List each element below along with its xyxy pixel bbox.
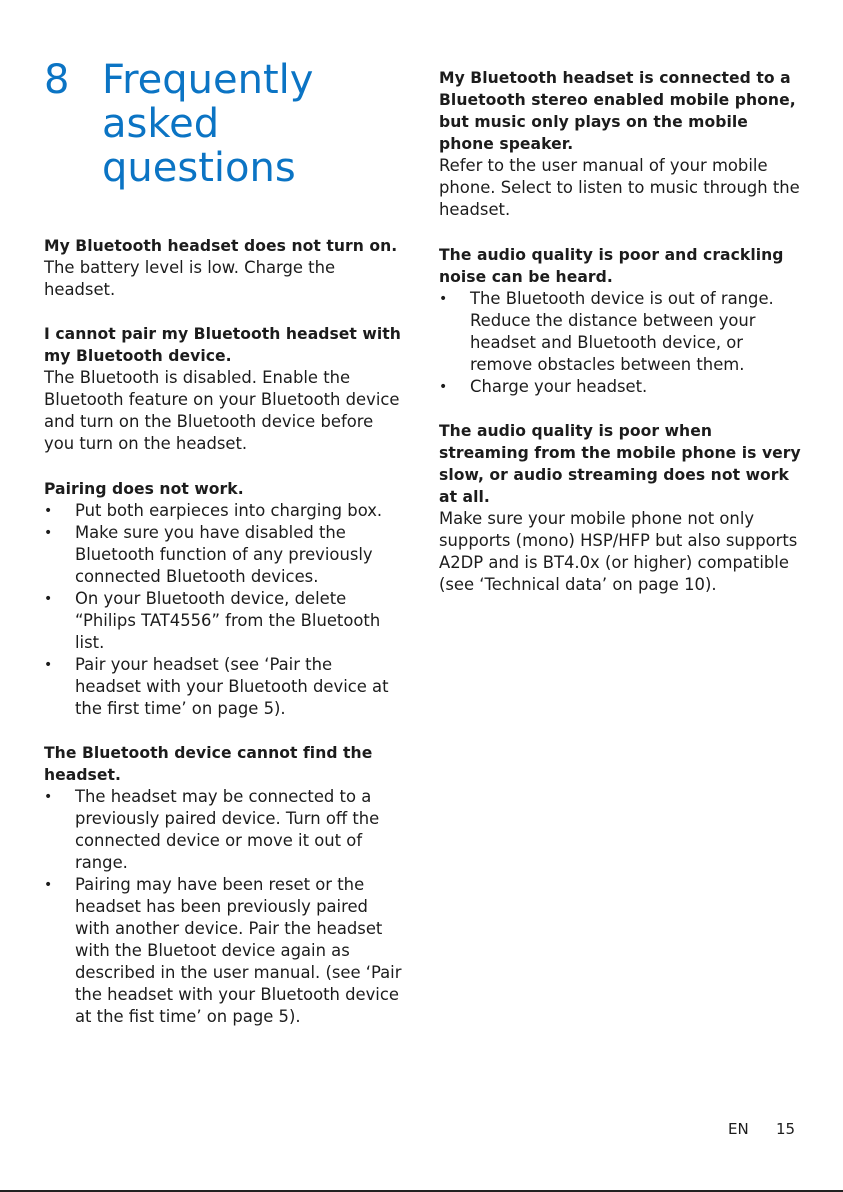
faq-bullet	[44, 786, 402, 874]
faq-bullet-list	[439, 288, 801, 398]
faq-bullet	[44, 588, 402, 654]
faq-bullet	[44, 874, 402, 1028]
faq-question: The audio quality is poor when streaming from the mobile phone is very slow, or audio streaming does not work at all.	[439, 422, 801, 506]
faq-bullet-text: On your Bluetooth device, delete “Philips TAT4556” from the Bluetooth list.	[75, 589, 381, 652]
faq-bullet-text: Make sure you have disabled the Bluetooth function of any previously connected Bluetooth devices.	[75, 523, 373, 586]
faq-bullet-text: The headset may be connected to a previously paired device. Turn off the connected device or move it out of range.	[75, 787, 380, 872]
faq-bullet	[44, 522, 402, 588]
bullet-glyph: •	[439, 379, 448, 395]
bullet-glyph: •	[44, 525, 53, 541]
faq-bullet	[44, 654, 402, 720]
faq-bullet-list	[44, 786, 402, 1028]
bullet-glyph: •	[44, 877, 53, 893]
faq-item	[439, 244, 801, 398]
chapter-title: Frequently asked questions	[102, 57, 314, 191]
faq-bullet-list	[44, 500, 402, 720]
faq-answer: The battery level is low. Charge the headset.	[44, 258, 336, 299]
faq-answer: The Bluetooth is disabled. Enable the Bluetooth feature on your Bluetooth device and turn on the Bluetooth device before you turn on the headset.	[44, 368, 400, 453]
faq-question: Pairing does not work.	[44, 480, 244, 498]
faq-item	[44, 235, 402, 301]
faq-answer: Make sure your mobile phone not only supports (mono) HSP/HFP but also supports A2DP and is BT4.0x (or higher) compatible (see ‘Technical data’ on page 10).	[439, 509, 798, 594]
faq-question: My Bluetooth headset does not turn on.	[44, 237, 398, 255]
bullet-glyph: •	[439, 291, 448, 307]
faq-question: The audio quality is poor and crackling noise can be heard.	[439, 246, 784, 286]
faq-bullet	[44, 500, 402, 522]
bullet-glyph: •	[44, 657, 53, 673]
faq-question: The Bluetooth device cannot find the headset.	[44, 744, 373, 784]
faq-bullet-text: Pair your headset (see ‘Pair the headset with your Bluetooth device at the first time’ on page 5).	[75, 655, 389, 718]
faq-question: My Bluetooth headset is connected to a Bluetooth stereo enabled mobile phone, but music only plays on the mobile phone speaker.	[439, 69, 796, 153]
bullet-glyph: •	[44, 789, 53, 805]
bullet-glyph: •	[44, 591, 53, 607]
page-number: 15	[776, 1120, 796, 1138]
faq-item	[44, 478, 402, 720]
faq-answer: Refer to the user manual of your mobile phone. Select to listen to music through the headset.	[439, 156, 800, 219]
faq-bullet-text: Put both earpieces into charging box.	[75, 501, 383, 520]
faq-bullet	[439, 376, 801, 398]
faq-item	[439, 67, 801, 221]
faq-bullet	[439, 288, 801, 376]
faq-question: I cannot pair my Bluetooth headset with my Bluetooth device.	[44, 325, 401, 365]
faq-item	[44, 742, 402, 1028]
chapter-number: 8	[44, 57, 70, 103]
faq-item	[439, 420, 801, 596]
faq-bullet-text: Pairing may have been reset or the headset has been previously paired with another device. Pair the headset with the Bluetoot device again as described in the user manual. (see ‘Pair the headset with your Bluetooth device at the fist time’ on page 5).	[75, 875, 402, 1026]
faq-item	[44, 323, 402, 455]
faq-bullet-text: Charge your headset.	[470, 377, 648, 396]
bullet-glyph: •	[44, 503, 53, 519]
faq-bullet-text: The Bluetooth device is out of range. Reduce the distance between your headset and Bluetooth device, or remove obstacles between them.	[470, 289, 774, 374]
footer-language: EN	[728, 1120, 749, 1138]
